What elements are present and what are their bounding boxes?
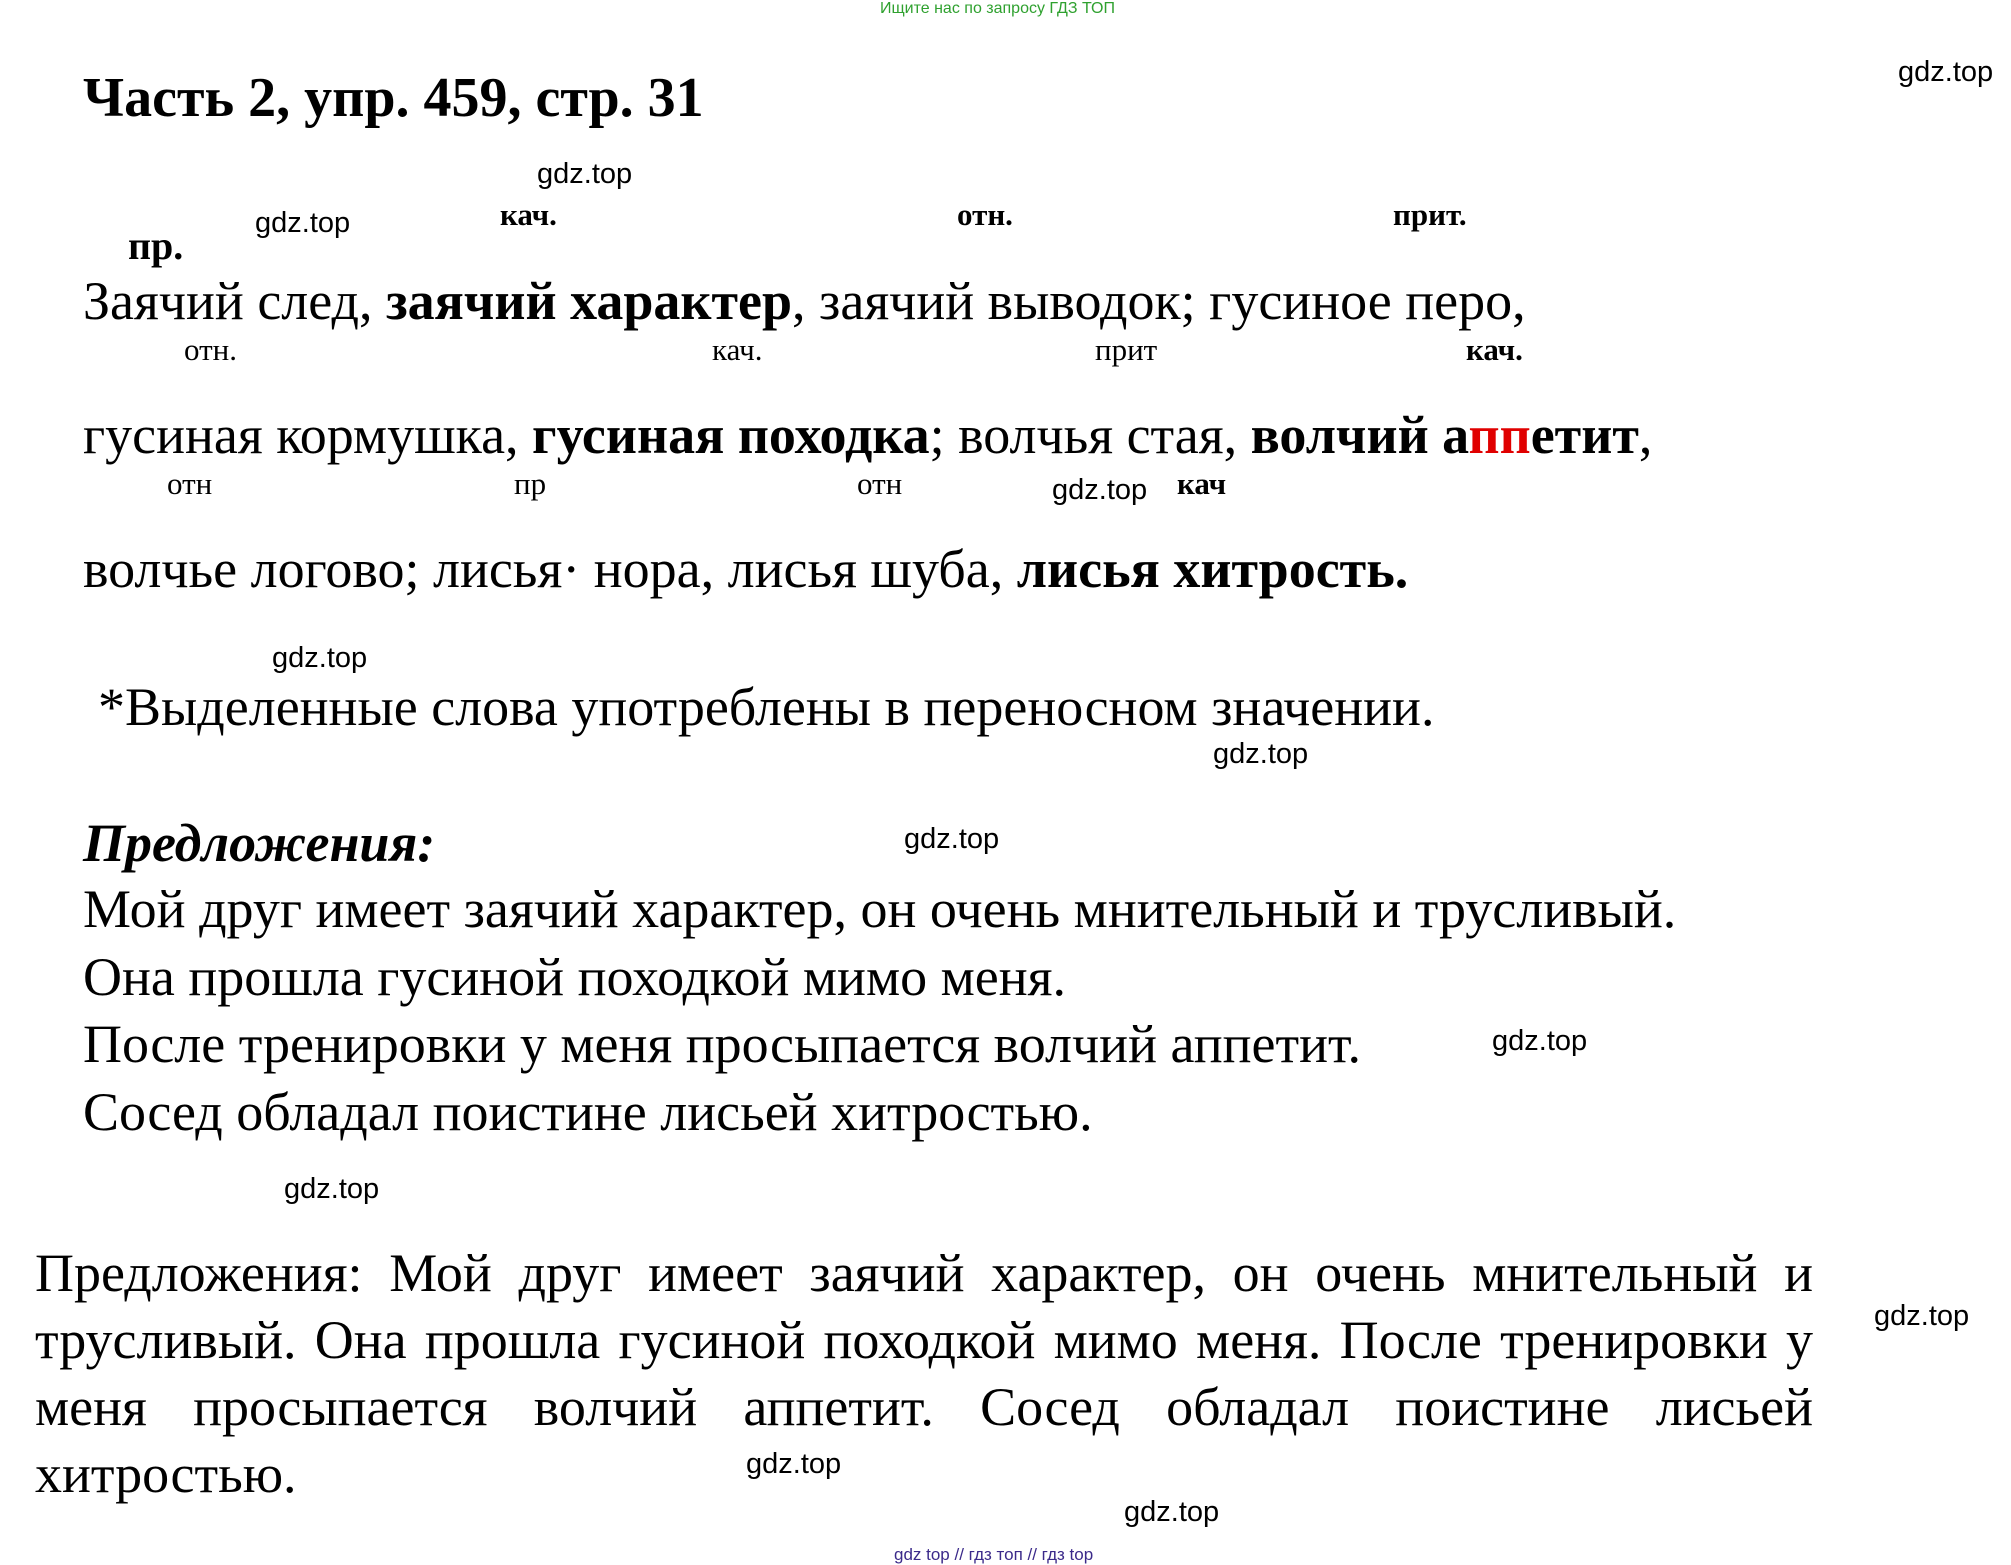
text-line-1: Заячий след, заячий характер, заячий выводок; гусиное перо, (83, 271, 1526, 331)
watermark: gdz.top (1213, 738, 1309, 770)
sentence: Мой друг имеет заячий характер, он очень мнительный и трусливый. (83, 879, 1677, 939)
note: *Выделенные слова употреблены в переносном значении. (98, 677, 1435, 737)
text-line-3: волчье логово; лисья· нора, лисья шуба, лисья хитрость. (83, 539, 1409, 599)
top-banner: Ищите нас по запросу ГДЗ ТОП (880, 0, 1115, 17)
watermark: gdz.top (537, 158, 633, 190)
label-otn: отн (857, 466, 903, 501)
label-kach: кач. (500, 197, 557, 232)
watermark: gdz.top (1052, 474, 1148, 506)
label-kach: кач. (1466, 332, 1523, 367)
watermark: gdz.top (284, 1173, 380, 1205)
watermark: gdz.top (904, 823, 1000, 855)
watermark: gdz.top (1898, 56, 1994, 88)
watermark: gdz.top (255, 207, 351, 239)
footer-watermark: gdz top // гдз топ // гдз top (894, 1545, 1094, 1564)
watermark: gdz.top (1124, 1496, 1220, 1528)
label-pr: пр. (128, 223, 184, 268)
label-otn: отн (167, 466, 213, 501)
label-otn: отн. (184, 332, 237, 367)
sentence: После тренировки у меня просыпается волчий аппетит. (83, 1014, 1362, 1074)
watermark: gdz.top (1492, 1025, 1588, 1057)
label-otn: отн. (957, 197, 1013, 232)
label-prit: прит. (1393, 197, 1467, 232)
sentence: Она прошла гусиной походкой мимо меня. (83, 947, 1066, 1007)
watermark: gdz.top (1874, 1300, 1970, 1332)
label-kach: кач (1177, 466, 1227, 501)
label-pr: пр (514, 466, 547, 501)
label-kach: кач. (712, 332, 763, 367)
text-line-2: гусиная кормушка, гусиная походка; волчья стая, волчий аппетит, (83, 405, 1653, 465)
sentence: Сосед обладал поистине лисьей хитростью. (83, 1082, 1093, 1142)
page-title: Часть 2, упр. 459, стр. 31 (83, 67, 704, 129)
sentences-heading: Предложения: (83, 813, 436, 873)
watermark: gdz.top (272, 642, 368, 674)
sentences-paragraph: Предложения: Мой друг имеет заячий характер, он очень мнительный и трусливый. Она прошла гусиной походкой мимо меня. После тренировки у меня просыпается волчий аппетит. Сосед обладал поистине лисьей хитростью. (35, 1243, 1813, 1504)
watermark: gdz.top (746, 1448, 842, 1480)
label-prit: прит (1095, 332, 1158, 367)
highlight-letters: пп (1468, 405, 1531, 465)
